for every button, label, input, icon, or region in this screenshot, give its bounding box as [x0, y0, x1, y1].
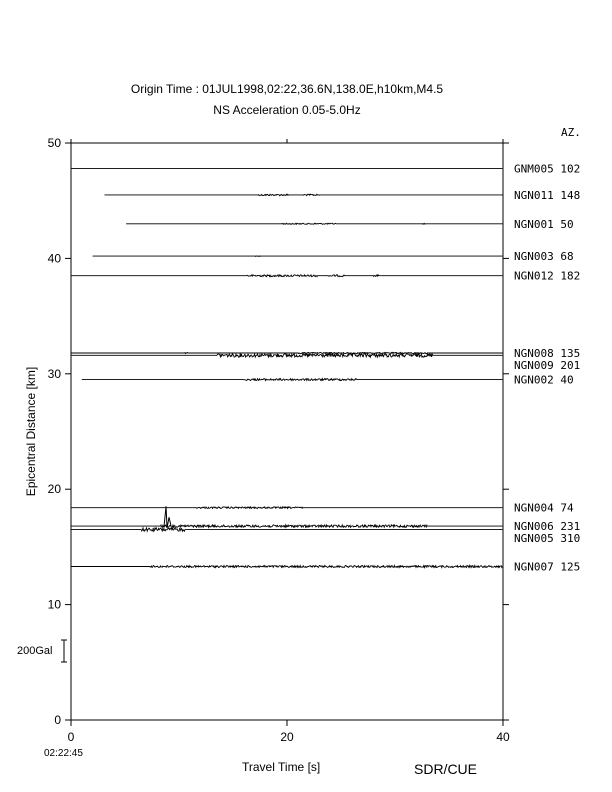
- trace-ngn006: [71, 525, 502, 527]
- az-header: AZ.: [561, 126, 581, 139]
- station-label-ngn009: NGN009 201: [514, 359, 581, 373]
- scale-bar-label: 200Gal: [17, 645, 53, 657]
- y-tick-label: 10: [47, 597, 61, 612]
- x-axis-label: Travel Time [s]: [242, 760, 321, 774]
- start-time-label: 02:22:45: [44, 748, 83, 759]
- y-tick-label: 40: [47, 251, 61, 266]
- station-label-gnm005: GNM005 102: [514, 162, 581, 176]
- trace-ngn011: [105, 194, 503, 196]
- chart-subtitle: NS Acceleration 0.05-5.0Hz: [213, 103, 361, 117]
- station-label-ngn011: NGN011 148: [514, 188, 581, 202]
- trace-ngn012: [71, 275, 502, 277]
- station-label-ngn012: NGN012 182: [514, 269, 581, 283]
- y-tick-label: 30: [47, 366, 61, 381]
- station-label-ngn002: NGN002 40: [514, 373, 574, 387]
- station-label-ngn008: NGN008 135: [514, 347, 581, 361]
- y-tick-label: 0: [54, 713, 61, 727]
- y-tick-label: 50: [47, 136, 61, 150]
- trace-ngn002: [82, 379, 503, 381]
- station-label-ngn005: NGN005 310: [514, 532, 581, 546]
- trace-ngn004: [71, 507, 502, 509]
- x-tick-label: 20: [280, 730, 294, 744]
- trace-ngn009: [71, 354, 502, 358]
- trace-ngn005: [71, 528, 502, 532]
- chart-title: Origin Time : 01JUL1998,02:22,36.6N,138.0E,h10km,M4.5: [130, 82, 444, 96]
- station-label-ngn001: NGN001 50: [514, 217, 574, 231]
- station-label-ngn007: NGN007 125: [514, 560, 581, 574]
- trace-ngn008: [71, 352, 502, 353]
- station-label-ngn004: NGN004 74: [514, 501, 574, 515]
- station-label-ngn003: NGN003 68: [514, 250, 574, 264]
- x-tick-label: 0: [67, 730, 75, 744]
- y-axis-label: Epicentral Distance [km]: [24, 366, 38, 497]
- trace-ngn003: [93, 256, 503, 257]
- station-label-ngn006: NGN006 231: [514, 520, 581, 534]
- trace-ngn007: [71, 566, 502, 568]
- x-tick-label: 40: [496, 730, 510, 744]
- credit-label: SDR/CUE: [414, 761, 478, 777]
- trace-ngn001: [126, 223, 503, 224]
- y-tick-label: 20: [47, 482, 61, 497]
